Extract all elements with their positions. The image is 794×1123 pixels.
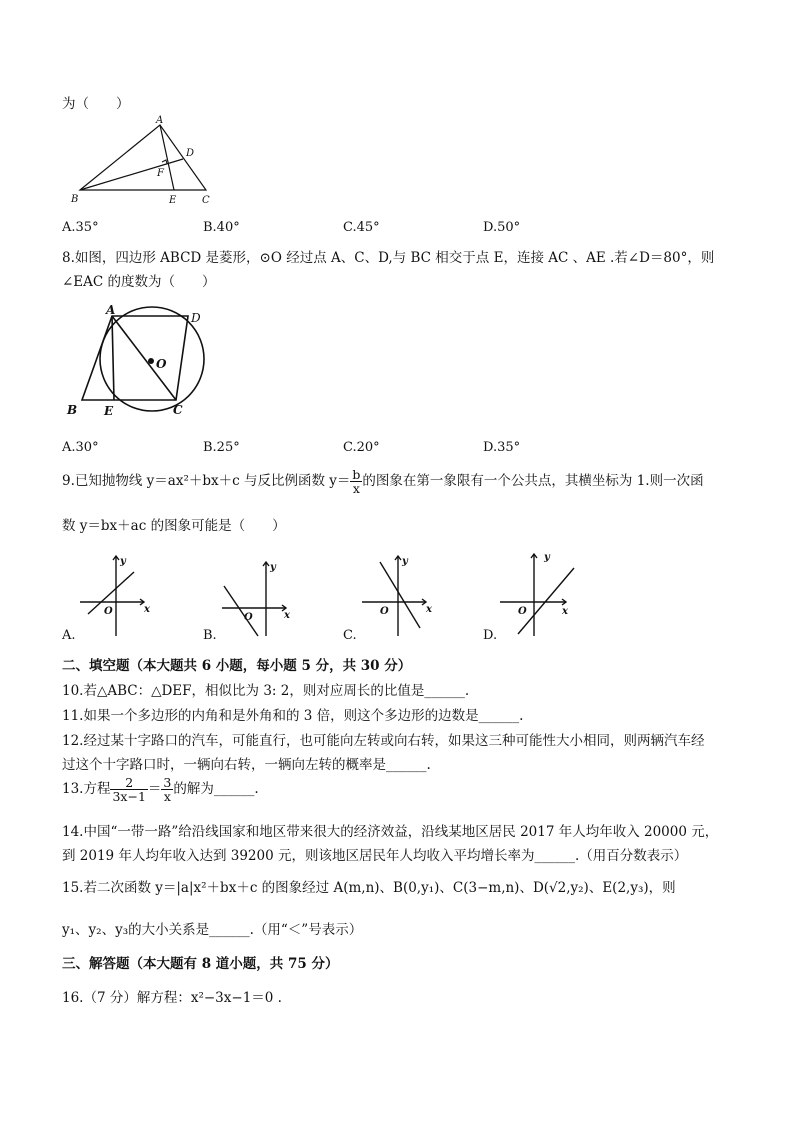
q8-label-a: A bbox=[106, 303, 116, 317]
q11: 11.如果一个多边形的内角和是外角和的 3 倍，则这个多边形的边数是______. bbox=[62, 708, 524, 724]
q16: 16.（7 分）解方程：x²−3x−1＝0 . bbox=[62, 990, 282, 1006]
q7-label-a: A bbox=[156, 115, 164, 126]
q7-option-a: A.35° bbox=[62, 220, 99, 235]
q7-label-d: D bbox=[186, 148, 195, 159]
svg-text:O: O bbox=[244, 612, 253, 623]
q7-label-e: E bbox=[169, 195, 177, 206]
q8-option-b: B.25° bbox=[203, 440, 240, 455]
svg-text:y: y bbox=[402, 556, 408, 567]
q14-line2: 到 2019 年人均年收入达到 39200 元，则该地区居民年人均收入平均增长率为______.（用百分数表示） bbox=[62, 848, 688, 864]
q9-graph-b bbox=[218, 556, 294, 640]
q13: 13.方程 $\frac{2}{3x-1}$ ＝ $\frac{3}{x}$ 的解为______. bbox=[62, 775, 259, 805]
q8-label-b: B bbox=[67, 403, 78, 417]
segment-ae bbox=[112, 316, 114, 400]
section3-heading: 三、解答题（本大题有 8 道小题，共 75 分） bbox=[62, 956, 339, 972]
q7-option-d: D.50° bbox=[483, 220, 521, 235]
q7-label-b: B bbox=[71, 194, 79, 205]
q12-line2: 过这个十字路口时，一辆向右转，一辆向左转的概率是______. bbox=[62, 757, 431, 773]
q15-line2: y₁、y₂、y₃的大小关系是______.（用“＜”号表示） bbox=[62, 922, 363, 938]
q9-option-a: A. bbox=[62, 628, 76, 643]
svg-text:O: O bbox=[104, 606, 113, 617]
q13-fraction-2: $\frac{3}{x}$ bbox=[163, 775, 172, 805]
q8-option-c: C.20° bbox=[343, 440, 380, 455]
q9-fraction bbox=[350, 468, 362, 495]
q9-suffix: 的图象在第一象限有一个公共点，其横坐标为 1.则一次函 bbox=[362, 473, 704, 490]
q9-frac-den: x bbox=[352, 481, 360, 497]
q9-line2: 数 y＝bx＋ac 的图象可能是（ ） bbox=[62, 518, 286, 534]
q13-suffix: 的解为______. bbox=[173, 781, 259, 798]
q8-line1: 8.如图，四边形 ABCD 是菱形，⊙O 经过点 A、C、D,与 BC 相交于点 E，连接 AC 、AE .若∠D＝80°，则 bbox=[62, 250, 715, 266]
q13-fraction-1: $\frac{2}{3x-1}$ bbox=[112, 775, 146, 805]
svg-text:O: O bbox=[518, 606, 527, 617]
q9-graph-c bbox=[360, 552, 436, 636]
rhombus-abcd bbox=[82, 316, 188, 400]
svg-text:x: x bbox=[562, 606, 568, 617]
q8-label-d: D bbox=[191, 311, 201, 325]
q9-option-c: C. bbox=[343, 628, 357, 643]
q12-line1: 12.经过某十字路口的汽车，可能直行，也可能向左转或向右转，如果这三种可能性大小相同，则两辆汽车经 bbox=[62, 733, 705, 749]
q7-tail: 为（ ） bbox=[62, 96, 130, 112]
q8-line2: ∠EAC 的度数为（ ） bbox=[62, 274, 216, 290]
q7-option-b: B.40° bbox=[203, 220, 240, 235]
svg-text:y: y bbox=[120, 556, 126, 567]
q9-option-d: D. bbox=[483, 628, 498, 643]
q10: 10.若△ABC：△DEF，相似比为 3: 2，则对应周长的比值是______. bbox=[62, 683, 470, 699]
center-o-dot bbox=[148, 358, 154, 364]
svg-text:x: x bbox=[144, 604, 150, 615]
q15-line1: 15.若二次函数 y＝|a|x²＋bx＋c 的图象经过 A(m,n)、B(0,y₁)、C(3−m,n)、D(√2,y₂)、E(2,y₃)，则 bbox=[62, 880, 676, 896]
q9-frac-num: b bbox=[352, 467, 361, 482]
q7-triangle-figure bbox=[66, 114, 216, 206]
svg-text:x: x bbox=[284, 610, 290, 621]
svg-text:y: y bbox=[544, 552, 550, 563]
q8-option-d: D.35° bbox=[483, 440, 521, 455]
q7-label-f: F bbox=[157, 168, 164, 179]
q8-rhombus-circle-figure bbox=[62, 298, 212, 422]
svg-text:x: x bbox=[426, 604, 432, 615]
q8-option-a: A.30° bbox=[62, 440, 99, 455]
q9-line1 bbox=[62, 468, 704, 495]
svg-text:y: y bbox=[270, 562, 276, 573]
svg-text:O: O bbox=[380, 606, 389, 617]
q7-label-c: C bbox=[202, 195, 210, 206]
q8-label-o: O bbox=[156, 357, 167, 371]
q9-graph-a bbox=[78, 552, 154, 636]
section2-heading: 二、填空题（本大题共 6 小题，每小题 5 分，共 30 分） bbox=[62, 658, 412, 674]
q13-prefix: 13.方程 bbox=[62, 781, 111, 798]
q7-option-c: C.45° bbox=[343, 220, 380, 235]
q9-option-b: B. bbox=[203, 628, 217, 643]
q14-line1: 14.中国“一带一路”给沿线国家和地区带来很大的经济效益，沿线某地区居民 2017 年人均年收入 20000 元， bbox=[62, 824, 719, 840]
q9-graph-d bbox=[498, 546, 578, 638]
q8-label-e: E bbox=[104, 404, 114, 418]
q8-label-c: C bbox=[173, 403, 183, 417]
q9-prefix: 9.已知抛物线 y＝ax²＋bx＋c 与反比例函数 y＝ bbox=[62, 473, 351, 490]
segment-bd bbox=[80, 159, 183, 190]
